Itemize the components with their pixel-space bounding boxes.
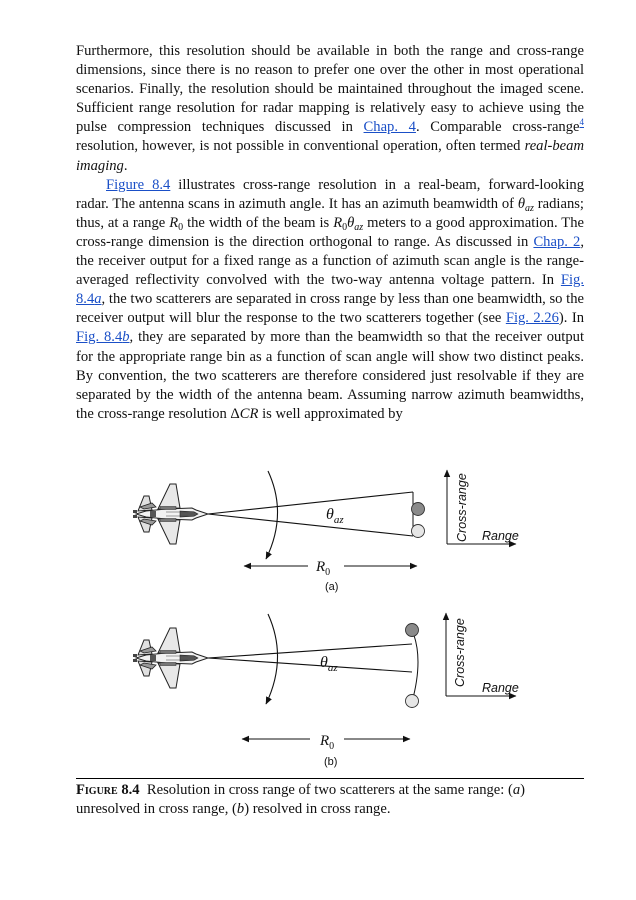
text-run: the width of the beam is [183,214,334,231]
cross-reference-link[interactable]: Figure 8.4 [106,176,171,193]
theta-subscript: az [327,662,338,674]
beam-edge-upper [208,644,412,658]
subscript: az [354,221,364,233]
range-label: Range [482,681,519,695]
text-run: meters to a good approximation. The cross-range dimension is the direction orthogonal to range. As discussed in [76,214,584,250]
italic-text: b [236,801,245,818]
text-run: radians; thus, at a range [76,195,584,231]
body-text [76,42,584,424]
beam-edge-upper [208,492,413,514]
cross-reference-link[interactable]: Chap. 2 [533,233,581,250]
text-run: ) resolved in cross range. [244,801,391,818]
beam-edge-lower [208,658,412,672]
paragraph-2 [76,176,584,424]
text-run: . [123,157,128,174]
svg-text:R0 [315,559,330,578]
text-run: . Comparable cross-range [415,119,580,136]
scatterer-lower [412,525,425,538]
panel-label-b: (b) [324,756,338,768]
figure-caption [76,778,584,819]
svg-text:θaz [320,654,338,674]
text-run: , the receiver output for a fixed range as a function of azimuth scan angle is the range-averaged reflectivity convolved with the two-way antenna voltage pattern. In [76,233,584,289]
caption-label [76,782,140,798]
theta-symbol: θ [320,654,328,671]
italic-text: θ [517,195,526,212]
caption-label-number: 8.4 [121,782,140,798]
subscript: az [525,202,534,214]
aircraft-icon [133,628,208,688]
cross-range-label: Cross-range [453,618,467,687]
range-symbol: R [320,733,330,749]
italic-text: CR [239,405,259,422]
italic-text: R [333,214,343,231]
cross-reference-link[interactable]: Fig. 8.4 [76,272,584,308]
range-subscript: 0 [325,567,331,578]
svg-text:θaz [326,506,344,526]
italic-text: a [512,782,521,798]
range-symbol: R [316,559,326,575]
text-run: Resolution in cross range of two scatterers at the same range: ( [146,782,513,798]
panel-label-a: (a) [325,581,339,593]
cross-reference-link[interactable]: Chap. 4 [363,119,416,136]
italic-text: θ [347,214,355,231]
text-run: ) unresolved in cross range, ( [76,782,526,818]
range-label: Range [482,529,519,543]
italic-text: real-beam imaging [76,138,584,174]
text-run: resolution, however, is not possible in conventional operation, often termed [76,138,525,155]
aircraft-icon [133,484,208,544]
text-run: , the two scatterers are separated in cross range by less than one beamwidth, so the receiver output will blur the response to the two scatterers together (see [76,291,584,327]
subscript: 0 [178,221,184,233]
figure-8-4 [76,462,584,774]
panel-a [133,470,519,593]
scatterer-upper [406,624,419,637]
caption-label-word: Figure [76,782,118,798]
text-run: is well approximated by [258,405,403,422]
cross-reference-link[interactable]: Fig. 8.4 [76,329,123,346]
paragraph-1 [76,42,584,176]
theta-symbol: θ [326,506,334,523]
subscript: 0 [342,221,348,233]
cross-reference-link[interactable]: b [122,329,130,346]
beam-edge-lower [208,514,413,536]
panel-b [133,613,519,768]
text-run: Furthermore, this resolution should be available in both the range and cross-range dimensions, since there is no reason to prefer one over the other in most operational scenarios. Finally, the resolution should be maintained throughout the imaged scene. Sufficient range resolution for radar mapping is relatively easy to achieve using the pulse compression techniques discussed in [76,43,584,136]
theta-subscript: az [333,514,344,526]
text-run: illustrates cross-range resolution in a real-beam, forward-looking radar. The antenna scans in azimuth angle. It has an azimuth beamwidth of [76,176,584,212]
cross-range-label: Cross-range [455,473,469,542]
text-run: , they are separated by more than the beamwidth so that the receiver output for the appropriate range bin as a function of scan angle will show two distinct peaks. By convention, the two scatterers are therefore considered just resolvable if they are separated by the width of the antenna beam. Assuming narrow azimuth beamwidths, the cross-range resolution Δ [76,329,584,422]
footnote-link[interactable]: 4 [579,117,584,128]
range-subscript: 0 [329,741,335,752]
svg-text:R0 [319,733,334,752]
scatterer-lower [406,695,419,708]
text-run: ). In [558,310,584,327]
cross-reference-link[interactable]: Fig. 2.26 [505,310,559,327]
cross-reference-link[interactable]: a [94,291,102,308]
italic-text: R [169,214,179,231]
range-arc [412,630,418,702]
scan-arc [266,614,278,704]
scatterer-upper [412,503,425,516]
scan-arc [266,471,278,559]
